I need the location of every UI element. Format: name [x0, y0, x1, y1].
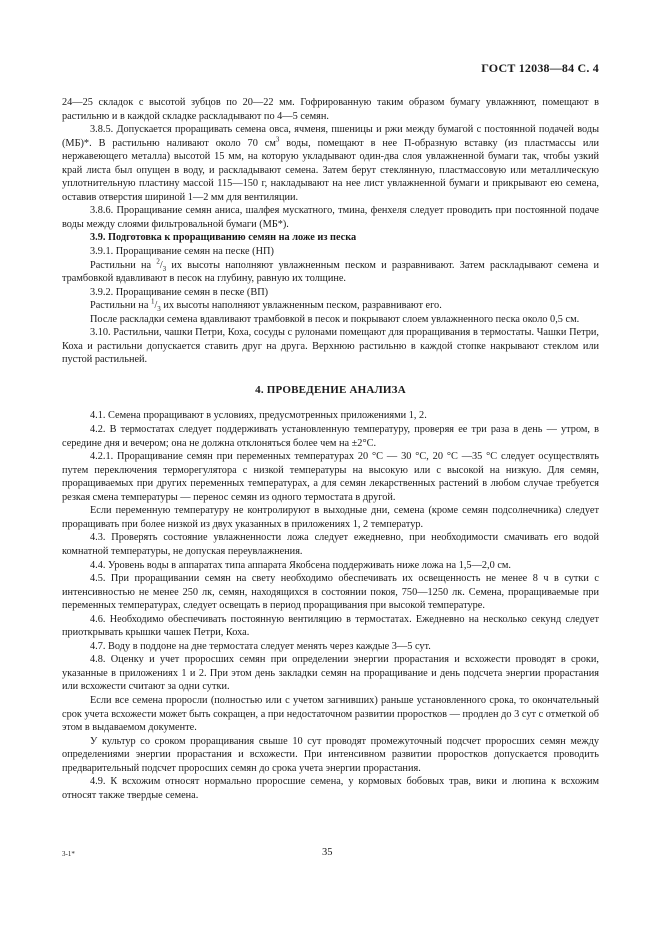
document-body: [62, 96, 599, 802]
paragraph-4-7: 4.7. Воду в поддоне на дне термостата следует менять через каждые 3—5 сут.: [90, 640, 431, 652]
page-number: 35: [322, 847, 333, 858]
paragraph-3-8-5: 3.8.5. Допускается проращивать семена овса, ячменя, пшеницы и ржи между бумагой с постоянной подачей воды (МБ)*. В растильню наливают около 70 $см^3$ воды, помещают в нее П-образную вставку (из пластмассы или нержавеющего металла) высотой 15 мм, на которую укладывают один-два слоя увлажненной бумаги так, чтобы узкий край листа был опущен в воду, и раскладывают семена. Затем берут стеклянную, пластмассовую или металлическую уплотнительную пластину массой 115—150 г, накладывают на нее лист увлажненной бумаги и прикрывают ею семена, оставив отверстия шириной 1—2 мм для вентиляции.: [62, 124, 599, 203]
subsection-heading-3-9-1: 3.9.1. Проращивание семян на песке (НП): [90, 246, 274, 258]
paragraph-4-8: 4.8. Оценку и учет проросших семян при определении энергии прорастания и всхожести проводят в сроки, указанные в приложениях 1 и 2. При этом день закладки семян на проращивание и день подсчета энергии прорастания или всхожести считают за одни сутки.: [62, 654, 599, 693]
subsection-heading-3-9: 3.9. Подготовка к проращиванию семян на ложе из песка: [90, 232, 357, 244]
paragraph-4-1: 4.1. Семена проращивают в условиях, предусмотренных приложениями 1, 2.: [90, 410, 427, 422]
paragraph-3-10: 3.10. Растильни, чашки Петри, Коха, сосуды с рулонами помещают для проращивания в термостаты. Чашки Петри, Коха и растильни допускается ставить друг на друга. Верхнюю растильню в каждой стопке накрывают стеклом или пустой растильней.: [62, 327, 599, 366]
paragraph-4-8-continued: Если все семена проросли (полностью или с учетом загнивших) раньше установленного срока, то окончательный срок учета всхожести может быть сокращен, а при недостаточном развитии проростков — продлен до 3 сут с отметкой об этом в выдаваемом документе.: [62, 694, 599, 734]
paragraph-3-9-2-continued: После раскладки семена вдавливают трамбовкой в песок и покрывают слоем увлажненного песка около 0,5 см.: [90, 313, 580, 325]
footer-mark: 3-1*: [62, 850, 75, 858]
paragraph-3-9-2: Растильни на $^1/_3$ их высоты наполняют увлажненным песком, разравнивают его.: [90, 297, 442, 314]
superscript: 3: [275, 135, 280, 144]
paragraph-4-5: 4.5. При проращивании семян на свету необходимо обеспечивать их освещенность не менее 8 ч в сутки с интенсивностью не менее 250 лк, семян, находящихся в состоянии покоя, 750—1250 лк. Семена, проращиваемые при переменных температурах, следует освещать в период проращивания при высокой температуре.: [62, 573, 599, 612]
subsection-heading-3-9-2: 3.9.2. Проращивание семян в песке (ВП): [90, 286, 269, 298]
paragraph-3-9-1: Растильни на $^2/_3$ их высоты наполняют увлажненным песком и разравнивают. Затем раскладывают семена и трамбовкой вдавливают в песок на глубину, равную их толщине.: [62, 257, 599, 285]
paragraph-4-9: 4.9. К всхожим относят нормально проросшие семена, у кормовых бобовых трав, вики и люпина к всхожим относят также твердые семена.: [62, 776, 599, 801]
paragraph-4-2: 4.2. В термостатах следует поддерживать установленную температуру, проверяя ее три раза в день — утром, в середине дня и вечером; она не должна отклоняться более чем на ±2°С.: [62, 424, 599, 449]
paragraph-3-8-6: 3.8.6. Проращивание семян аниса, шалфея мускатного, тмина, фенхеля следует проводить при постоянной подаче воды между слоями фильтровальной бумаги (МБ*).: [62, 205, 599, 230]
paragraph-4-3: 4.3. Проверять состояние увлажненности ложа следует ежедневно, при необходимости смачивать его водой комнатной температуры, не допуская переувлажнения.: [62, 532, 599, 557]
section-title: 4. ПРОВЕДЕНИЕ АНАЛИЗА: [255, 383, 406, 396]
paragraph-continuation: 24—25 складок с высотой зубцов по 20—22 мм. Гофрированную таким образом бумагу увлажняют, помещают в растильню и в каждой складке раскладывают по 4—5 семян.: [62, 97, 599, 122]
fraction-one-third: $^1/_3$: [150, 297, 161, 314]
paragraph-4-2-1: 4.2.1. Проращивание семян при переменных температурах 20 °С — 30 °С, 20 °С —35 °С следует осуществлять путем переключения терморегулятора с низкой температуры на высокую или с высокой на низкую. Для семян, проращиваемых при других переменных температурах, а для семян лекарственных растений в любом случае требуется резкая смена температуры — перенос семян из одного термостата в другой.: [62, 451, 599, 503]
paragraph-4-4: 4.4. Уровень воды в аппаратах типа аппарата Якобсена поддерживать ниже ложа на 1,5—2,0 см.: [90, 559, 511, 571]
paragraph-4-2-1-continued: Если переменную температуру не контролируют в выходные дни, семена (кроме семян подсолнечника) следует проращивать при более низкой из двух указанных в приложениях 1, 2 температур.: [62, 505, 599, 530]
paragraph-4-8-intermediate-count: У культур со сроком проращивания свыше 10 сут проводят промежуточный подсчет проросших семян между определениями энергии прорастания и всхожести. При интенсивном развитии проростков допускается проводить предварительный подсчет проросших семян до срока учета энергии прорастания.: [62, 735, 599, 774]
fraction-two-thirds: $^2/_3$: [156, 257, 167, 273]
paragraph-4-6: 4.6. Необходимо обеспечивать постоянную вентиляцию в термостатах. Ежедневно на несколько секунд следует приоткрывать крышки чашек Петри, Коха.: [62, 613, 599, 639]
page-header: ГОСТ 12038—84 С. 4: [481, 61, 599, 75]
